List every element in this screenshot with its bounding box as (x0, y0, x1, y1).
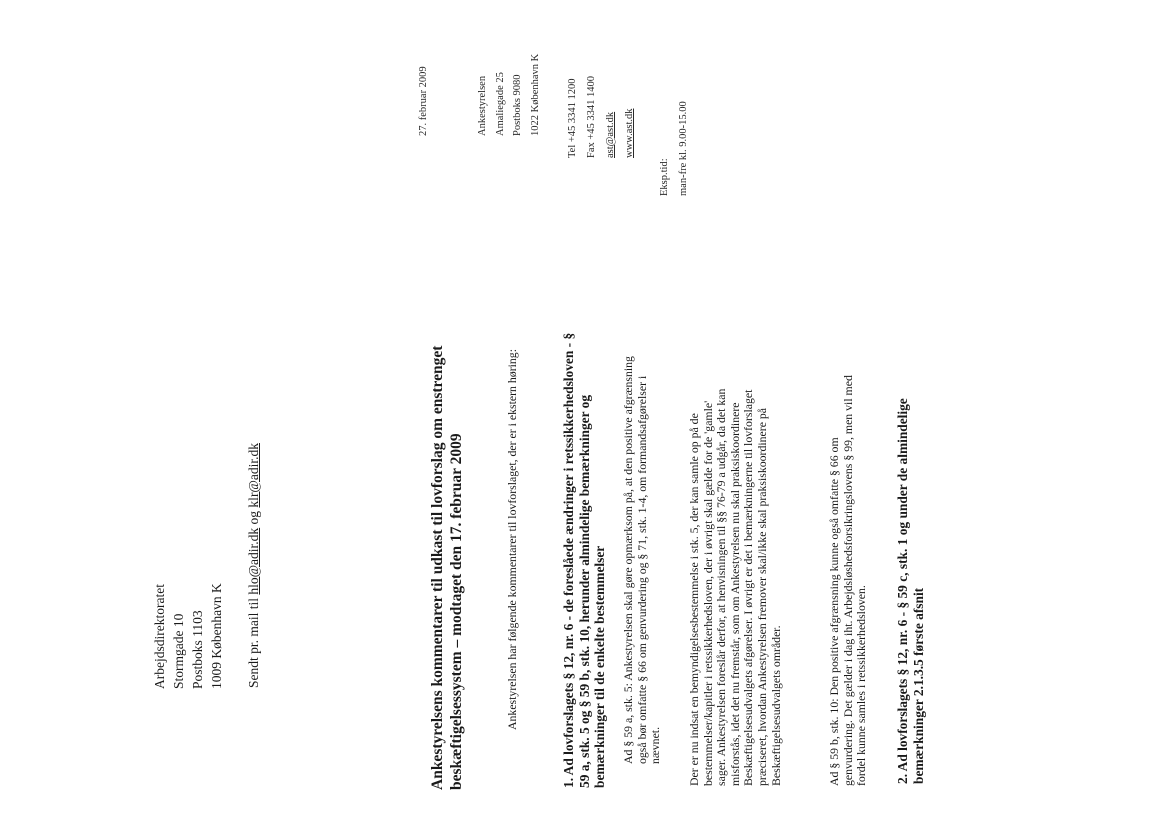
paragraph-line: præciseret, hvordan Ankestyrelsen fremover skal/ikke skal praksiskoordinere på (754, 407, 769, 786)
sender-postbox: Postboks 9080 (512, 74, 523, 136)
paragraph-line: fordel kunne samles i retssikkerhedsloven. (854, 585, 869, 786)
paragraph-line: genvurdering. Det gælder i dag iht. Arbejdsløshedsforsikringslovens § 99, men vil med (840, 375, 855, 786)
letter-title (428, 346, 466, 790)
paragraph-line: Der er nu indsat en bemyndigelsesbestemmelse i stk. 5, der kan samle op på de (687, 413, 701, 786)
section-1-heading-line: 59 a, stk. 5 og § 59 b, stk. 10, herunder almindelige bemærkninger og (576, 394, 592, 788)
recipient-postbox: Postboks 1103 (190, 610, 205, 689)
section-1-paragraph-1 (622, 356, 663, 764)
hours-label: Eksp.tid: (659, 158, 670, 196)
intro-paragraph: Ankestyrelsen har følgende kommentarer til lovforslaget, der er i ekstern høring: (505, 349, 519, 730)
recipient-name: Arbejdsdirektoratet (152, 584, 167, 689)
paragraph-line: bestemmelser/kapitler i retssikkerhedsloven, der i øvrigt skal gælde for de 'gamle' (700, 400, 715, 786)
email-link-klr[interactable]: klr@adir.dk (246, 443, 261, 508)
sent-prefix: Sendt pr. mail til (246, 594, 261, 688)
paragraph-line: misforstås, idet det nu fremstår, som om Ankestyrelsen nu skal praksiskoordinere (727, 402, 742, 786)
section-1-heading-line: bemærkninger til de enkelte bestemmelser (592, 545, 607, 788)
paragraph-line: Beskæftigelsesudvalgets områder. (768, 625, 783, 786)
sender-hours (655, 101, 693, 196)
sender-fax: Fax +45 3341 1400 (586, 75, 597, 158)
paragraph-line: Ad § 59 a, stk. 5: Ankestyrelsen skal gøre opmærksom på, at den positive afgrænsning (621, 356, 635, 764)
sender-city: 1022 København K (529, 53, 541, 136)
sender-web[interactable]: www.ast.dk (624, 108, 635, 158)
recipient-address (150, 583, 226, 689)
paragraph-line: også bør omfatte § 66 om genvurdering og § 71, stk. 1-4, om formandsafgørelser i (634, 375, 649, 764)
title-line-1: Ankestyrelsens kommentarer til udkast til lovforslag om enstrenget (429, 345, 446, 790)
sender-name: Ankestyrelsen (477, 75, 488, 136)
section-2-heading-line: 2. Ad lovforslagets § 12, nr. 6 - § 59 c, stk. 1 og under de almindelige (895, 398, 910, 784)
sent-conj: og (246, 507, 261, 528)
sender-address (474, 54, 544, 136)
recipient-street: Stormgade 10 (171, 613, 186, 689)
email-link-hlo[interactable]: hlo@adir.dk (246, 527, 261, 595)
paragraph-line: Beskæftigelsesudvalgets afgørelser. I øvrigt er det i bemærkningerne til lovforslaget (741, 389, 756, 786)
paragraph-line: nævnet. (648, 726, 663, 764)
paragraph-line: sager. Ankestyrelsen foreslår derfor, at henvisningen til §§ 76-79 a udgår, da det kan (714, 388, 729, 786)
sender-email[interactable]: ast@ast.dk (605, 111, 616, 158)
section-1-heading (561, 333, 608, 788)
sender-tel: Tel +45 3341 1200 (567, 78, 578, 158)
sent-by-mail-line (244, 443, 263, 688)
letter-date: 27. februar 2009 (418, 66, 429, 136)
section-1-heading-line: 1. Ad lovforslagets § 12, nr. 6 - de foreslåede ændringer i retssikkerhedsloven - § (561, 332, 576, 788)
title-line-2: beskæftigelsessystem – modtaget den 17. februar 2009 (448, 433, 465, 790)
sender-street: Amaliegade 25 (494, 72, 506, 136)
hours-value: man-fre kl. 9.00-15.00 (678, 101, 689, 196)
section-2-heading-line: bemærkninger 2.1.3.5 første afsnit (910, 587, 926, 784)
section-1-paragraph-2 (688, 389, 783, 786)
sender-contact (563, 76, 639, 158)
section-2-heading (895, 398, 926, 784)
section-1-paragraph-3 (828, 375, 869, 786)
paragraph-line: Ad § 59 b, stk. 10: Den positive afgrænsning kunne også omfatte § 66 om (827, 437, 841, 786)
recipient-city: 1009 København K (209, 583, 224, 689)
